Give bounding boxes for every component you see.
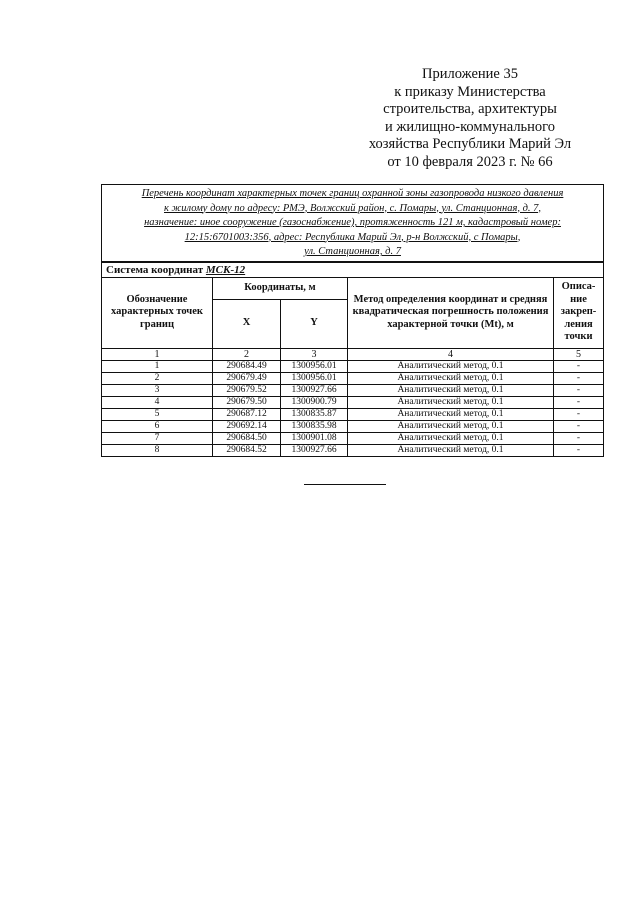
appendix-line: и жилищно-коммунального bbox=[384, 118, 556, 135]
x-coordinate: 290692.14 bbox=[213, 420, 281, 432]
appendix-line: Приложение 35 bbox=[422, 66, 518, 82]
y-coordinate: 1300900.79 bbox=[281, 396, 348, 408]
x-coordinate: 290687.12 bbox=[213, 408, 281, 420]
appendix-line: к приказу Министерства bbox=[394, 83, 546, 100]
point-number: 5 bbox=[102, 408, 213, 420]
column-header-designation: Обозначение характерных точек границ bbox=[102, 277, 213, 348]
point-description: - bbox=[554, 432, 604, 444]
point-number: 7 bbox=[102, 432, 213, 444]
table-row bbox=[102, 420, 604, 432]
table-heading-line: ул. Станционная, д. 7 bbox=[304, 246, 401, 257]
point-description: - bbox=[554, 444, 604, 456]
method: Аналитический метод, 0.1 bbox=[348, 420, 554, 432]
x-coordinate: 290679.49 bbox=[213, 372, 281, 384]
coordinate-system-value: МСК-12 bbox=[205, 263, 246, 276]
table-row bbox=[102, 444, 604, 456]
column-header-coordinates: Координаты, м bbox=[213, 277, 348, 299]
x-coordinate: 290679.52 bbox=[213, 384, 281, 396]
y-coordinate: 1300956.01 bbox=[281, 372, 348, 384]
x-coordinate: 290684.50 bbox=[213, 432, 281, 444]
point-description: - bbox=[554, 360, 604, 372]
point-number: 1 bbox=[102, 360, 213, 372]
column-number: 3 bbox=[281, 348, 348, 360]
table-row bbox=[102, 432, 604, 444]
y-coordinate: 1300835.98 bbox=[281, 420, 348, 432]
point-description: - bbox=[554, 372, 604, 384]
method: Аналитический метод, 0.1 bbox=[348, 444, 554, 456]
column-number: 4 bbox=[348, 348, 554, 360]
point-number: 8 bbox=[102, 444, 213, 456]
point-number: 6 bbox=[102, 420, 213, 432]
column-number: 5 bbox=[554, 348, 604, 360]
point-description: - bbox=[554, 420, 604, 432]
table-heading-line: Перечень координат характерных точек границ охранной зоны газопровода низкого давления bbox=[141, 188, 564, 199]
divider-line bbox=[304, 484, 386, 485]
table-row bbox=[102, 384, 604, 396]
coordinate-system-label: Система координат bbox=[106, 263, 204, 276]
column-header-x: X bbox=[213, 299, 281, 348]
table-heading-line: 12:15:6701003:356, адрес: Республика Марий Эл, р-н Волжский, с Помары, bbox=[184, 231, 521, 243]
y-coordinate: 1300901.08 bbox=[281, 432, 348, 444]
column-header-y: Y bbox=[281, 299, 348, 348]
column-number: 1 bbox=[102, 348, 213, 360]
table-row bbox=[102, 408, 604, 420]
table-heading bbox=[102, 185, 604, 262]
y-coordinate: 1300927.66 bbox=[281, 384, 348, 396]
appendix-header bbox=[340, 66, 600, 171]
point-number: 4 bbox=[102, 396, 213, 408]
y-coordinate: 1300956.01 bbox=[281, 360, 348, 372]
point-number: 3 bbox=[102, 384, 213, 396]
table-row bbox=[102, 360, 604, 372]
column-header-description: Описа- ние закреп- ления точки bbox=[554, 277, 604, 348]
column-number: 2 bbox=[213, 348, 281, 360]
point-description: - bbox=[554, 408, 604, 420]
coordinates-table bbox=[101, 184, 604, 457]
y-coordinate: 1300927.66 bbox=[281, 444, 348, 456]
x-coordinate: 290684.49 bbox=[213, 360, 281, 372]
table-row bbox=[102, 396, 604, 408]
method: Аналитический метод, 0.1 bbox=[348, 360, 554, 372]
method: Аналитический метод, 0.1 bbox=[348, 432, 554, 444]
y-coordinate: 1300835.87 bbox=[281, 408, 348, 420]
x-coordinate: 290679.50 bbox=[213, 396, 281, 408]
coordinate-system-row bbox=[102, 262, 604, 278]
appendix-line: строительства, архитектуры bbox=[383, 101, 557, 117]
method: Аналитический метод, 0.1 bbox=[348, 384, 554, 396]
table-heading-line: к жилому дому по адресу: РМЭ, Волжский район, с. Помары, ул. Станционная, д. 7, bbox=[164, 202, 542, 214]
method: Аналитический метод, 0.1 bbox=[348, 372, 554, 384]
method: Аналитический метод, 0.1 bbox=[348, 408, 554, 420]
x-coordinate: 290684.52 bbox=[213, 444, 281, 456]
table-row bbox=[102, 372, 604, 384]
appendix-line: хозяйства Республики Марий Эл bbox=[368, 136, 572, 152]
point-description: - bbox=[554, 384, 604, 396]
point-description: - bbox=[554, 396, 604, 408]
table-heading-line: назначение: иное сооружение (газоснабжение), протяженность 121 м, кадастровый номер: bbox=[144, 217, 561, 228]
appendix-line: от 10 февраля 2023 г. № 66 bbox=[387, 153, 553, 170]
column-number-row bbox=[102, 348, 604, 360]
method: Аналитический метод, 0.1 bbox=[348, 396, 554, 408]
column-header-method: Метод определения координат и средняя квадратическая погрешность положения характерной точки (Mt), м bbox=[348, 277, 554, 348]
point-number: 2 bbox=[102, 372, 213, 384]
